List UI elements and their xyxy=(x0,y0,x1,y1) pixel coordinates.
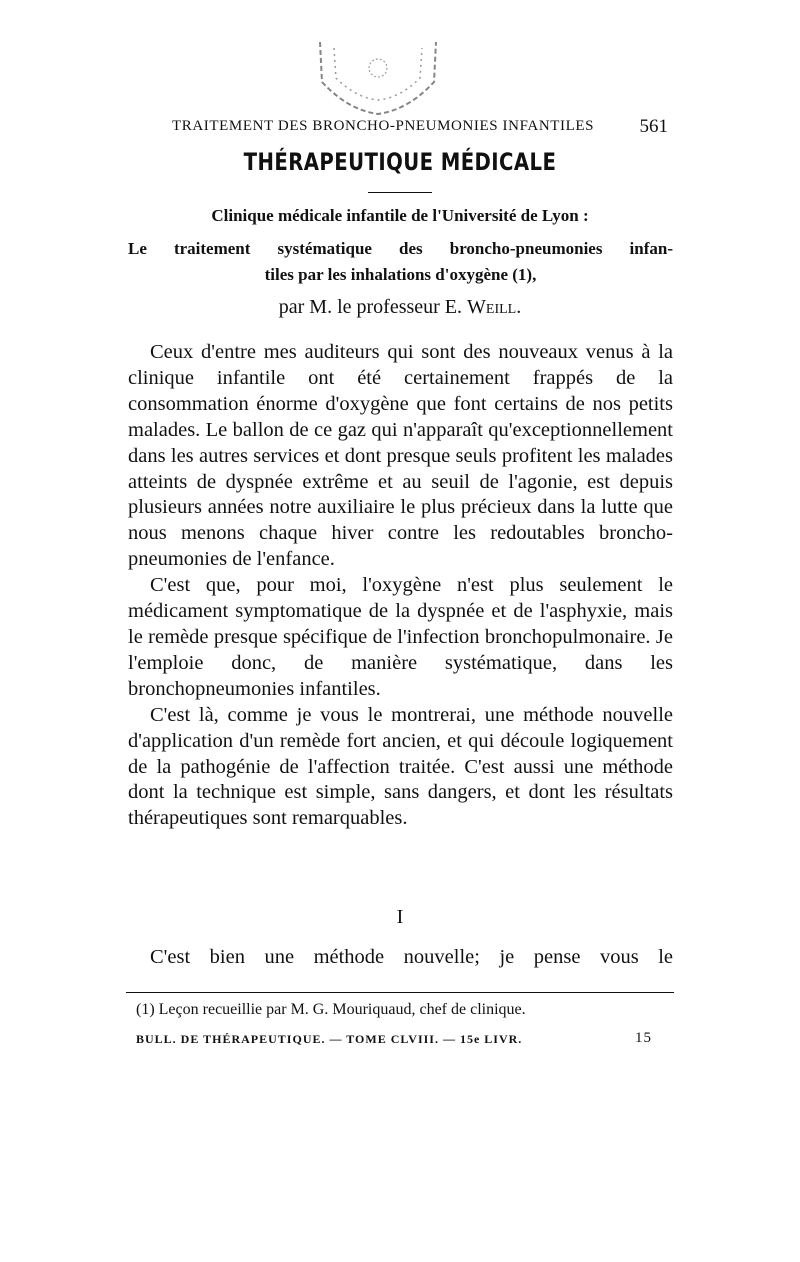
article-title xyxy=(128,236,673,288)
byline-author: Weill. xyxy=(467,296,522,318)
article-title-line-2: tiles par les inhalations d'oxygène (1), xyxy=(264,265,537,284)
footnote: (1) Leçon recueillie par M. G. Mouriquaud, chef de clinique. xyxy=(136,1001,526,1018)
page-number: 561 xyxy=(639,116,668,137)
clinic-heading: Clinique médicale infantile de l'Université de Lyon : xyxy=(211,206,589,225)
page-footer xyxy=(136,1032,652,1047)
section-title: THÉRAPEUTIQUE MÉDICALE xyxy=(243,148,557,176)
paragraph-3: C'est là, comme je vous le montrerai, une méthode nouvelle d'application d'un remède fort ancien, et qui découle logiquement de la pathogénie de l'affection traitée. C'est aussi une méthode dont la technique est simple, sans dangers, et dont les résultats thérapeutiques sont remarquables. xyxy=(128,703,673,830)
running-title: TRAITEMENT DES BRONCHO-PNEUMONIES INFANTILES xyxy=(172,118,595,134)
footnote-divider xyxy=(126,992,674,993)
title-divider xyxy=(368,192,432,193)
paragraph-2: C'est que, pour moi, l'oxygène n'est plus seulement le médicament symptomatique de la dyspnée et de l'asphyxie, mais le remède presque spécifique de l'infection bronchopulmonaire. Je l'emploie donc, de manière systématique, dans les bronchopneumonies infantiles. xyxy=(128,574,673,700)
running-header xyxy=(172,118,668,135)
signature-mark: 15 xyxy=(635,1030,652,1046)
article-body xyxy=(128,340,673,832)
byline xyxy=(0,296,800,319)
continuation-line: C'est bien une méthode nouvelle; je pense vous le xyxy=(150,946,673,968)
article-title-line-1: Le traitement systématique des broncho-pneumonies infan- xyxy=(128,239,673,258)
byline-prefix: par M. le professeur E. xyxy=(278,296,463,318)
journal-citation: BULL. DE THÉRAPEUTIQUE. — TOME CLVIII. — 15e LIVR. xyxy=(136,1032,523,1046)
library-stamp-icon xyxy=(308,38,448,116)
section-numeral: I xyxy=(396,906,404,928)
paragraph-1: Ceux d'entre mes auditeurs qui sont des nouveaux venus à la clinique infantile ont été certainement frappés de la consommation énorme d'oxygène que font certains de nos petits malades. Le ballon de ce gaz qui n'apparaît qu'exceptionnellement dans les autres services et dont presque seuls profitent les malades atteints de dyspnée extrême et au seuil de l'agonie, est depuis plusieurs années notre auxiliaire le plus précieux dans la lutte que nous menons chaque hiver contre les redoutables broncho-pneumonies de l'enfance. xyxy=(128,341,673,571)
